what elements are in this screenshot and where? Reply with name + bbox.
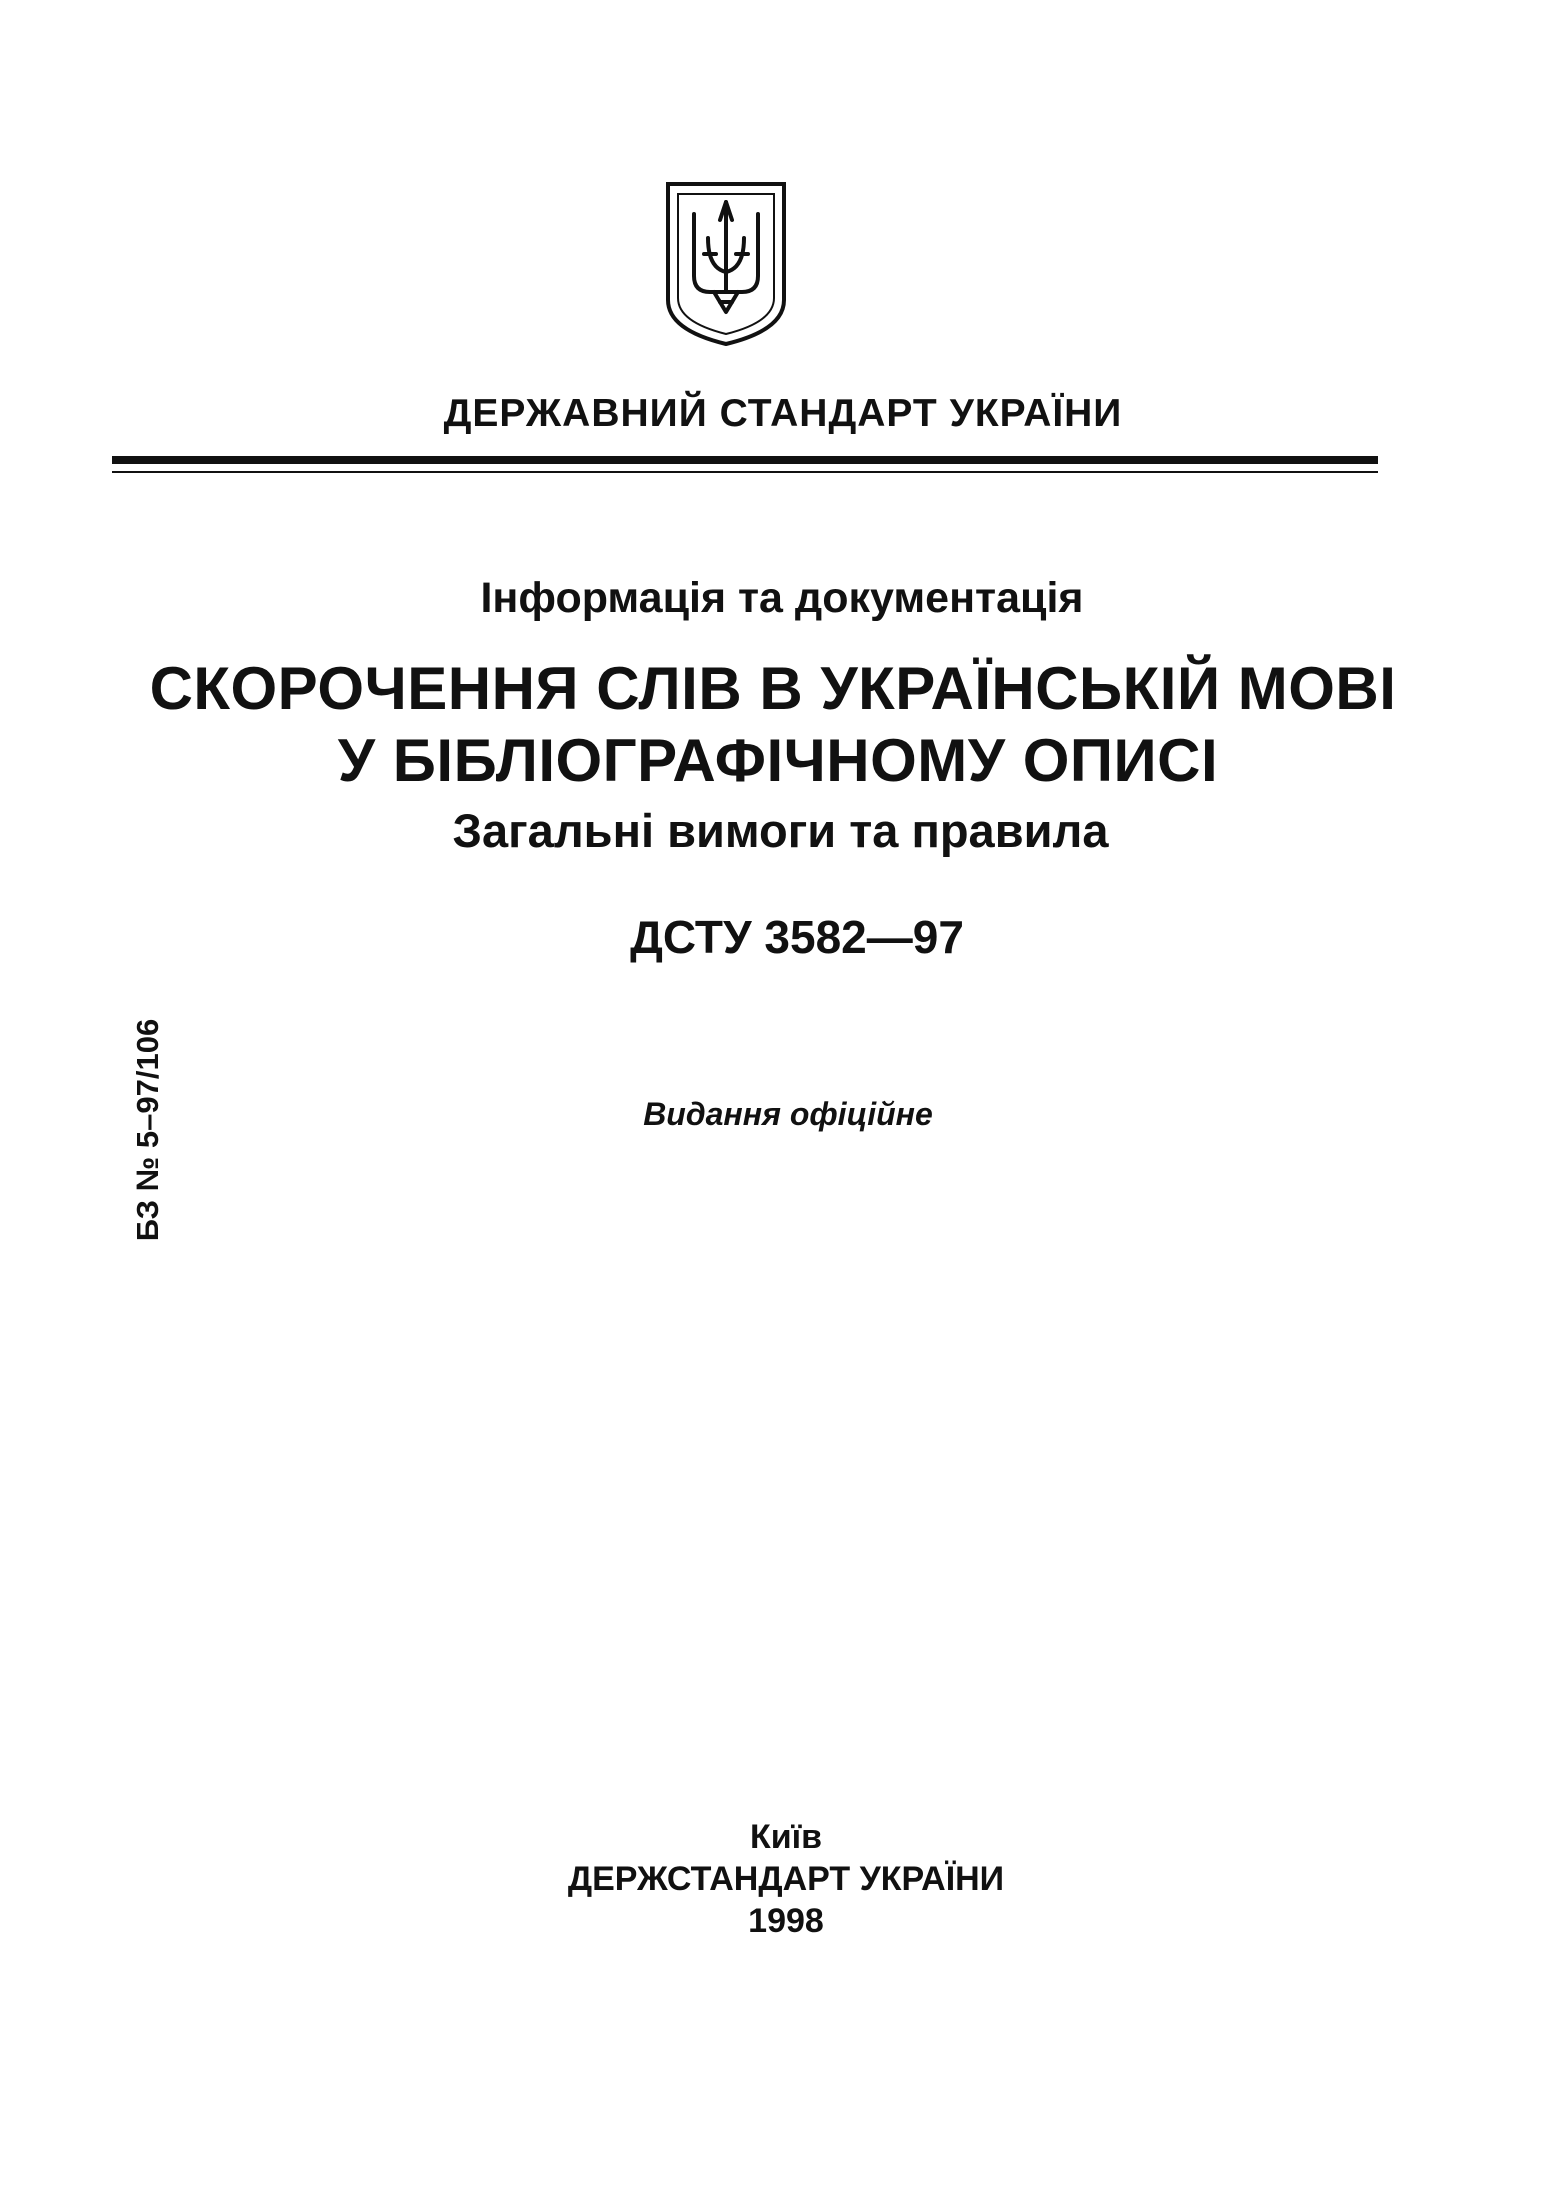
registry-code: БЗ № 5–97/106 xyxy=(130,1018,165,1242)
imprint-year: 1998 xyxy=(748,1902,824,1940)
document-title-line-2: У БІБЛІОГРАФІЧНОМУ ОПИСІ xyxy=(337,727,1219,794)
state-standard-header: ДЕРЖАВНИЙ СТАНДАРТ УКРАЇНИ xyxy=(443,392,1123,435)
imprint-city: Київ xyxy=(749,1818,823,1856)
header-divider-thin xyxy=(112,471,1378,473)
trident-emblem-icon xyxy=(664,180,788,348)
standard-code: ДСТУ 3582—97 xyxy=(630,911,964,963)
series-title: Інформація та документація xyxy=(480,574,1084,622)
header-divider-thick xyxy=(112,456,1378,464)
document-title-line-1: СКОРОЧЕННЯ СЛІВ В УКРАЇНСЬКІЙ МОВІ xyxy=(149,655,1397,722)
document-subtitle: Загальні вимоги та правила xyxy=(452,804,1109,857)
edition-note: Видання офіційне xyxy=(643,1096,933,1132)
imprint-publisher: ДЕРЖСТАНДАРТ УКРАЇНИ xyxy=(567,1860,1005,1898)
